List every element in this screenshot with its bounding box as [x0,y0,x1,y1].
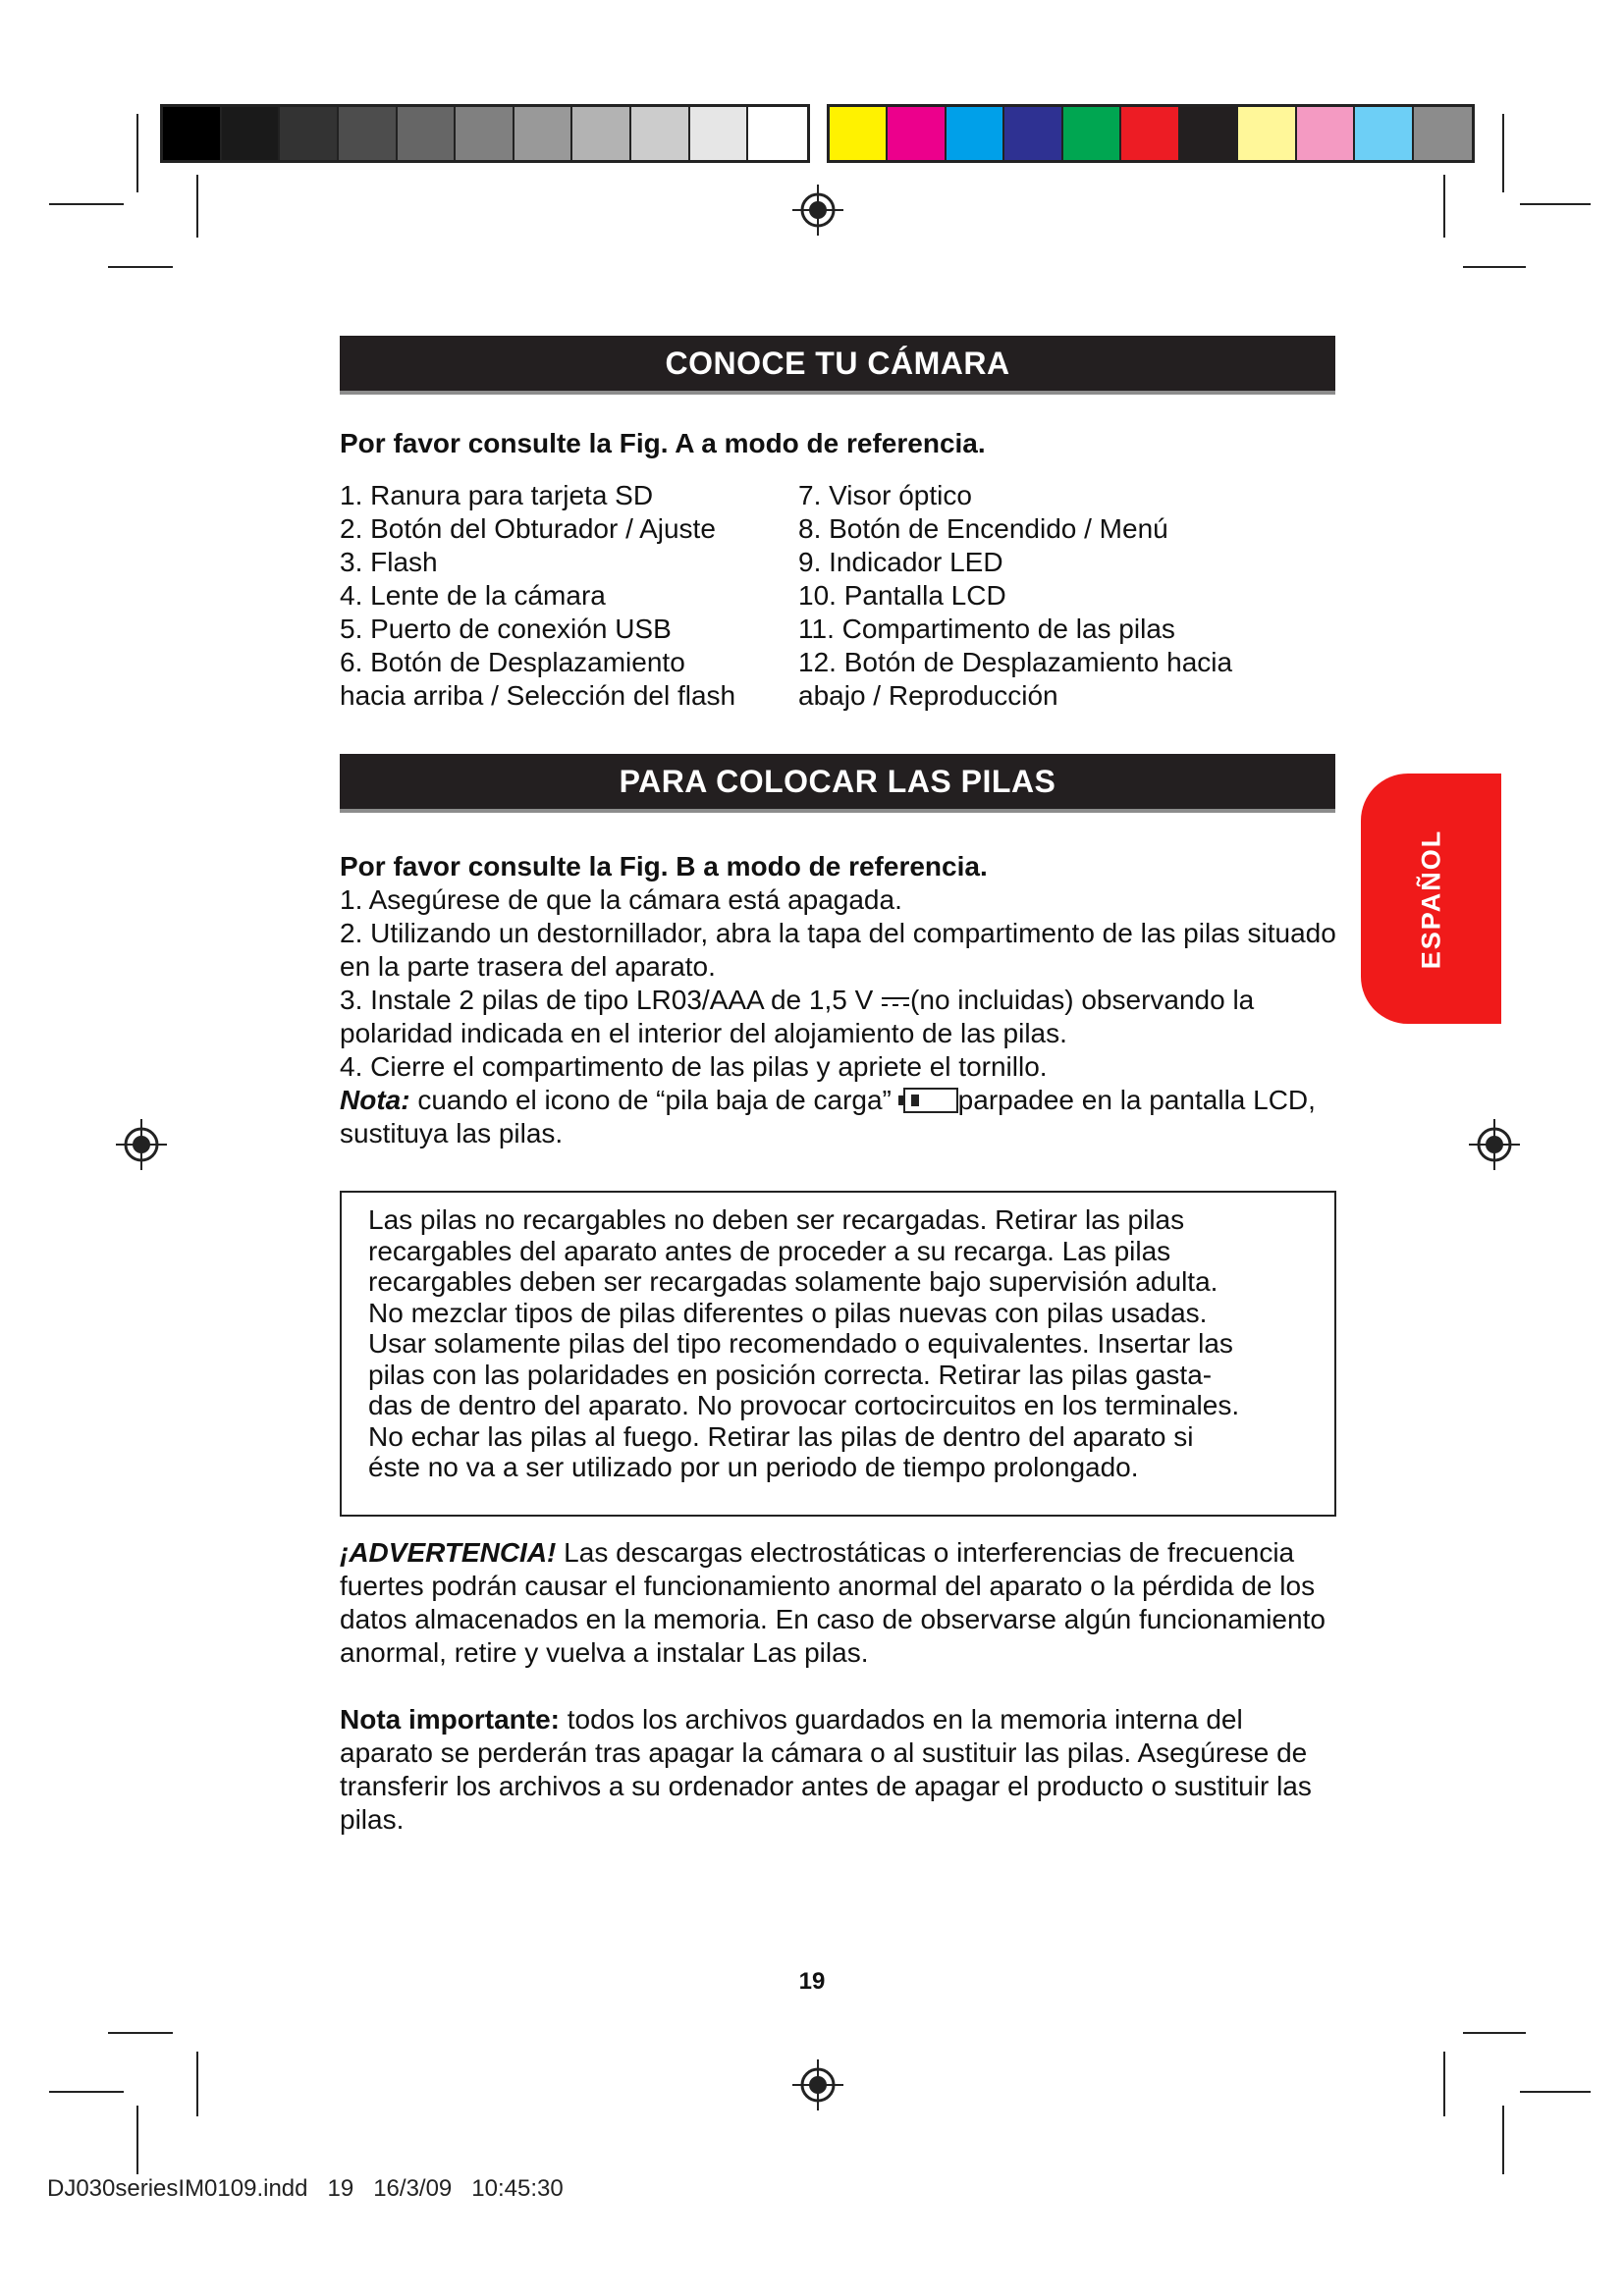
crop-mark [136,114,138,192]
low-battery-icon [903,1088,958,1113]
safety-line: No echar las pilas al fuego. Retirar las pilas de dentro del aparato si [368,1420,1194,1452]
language-tab [1361,774,1501,1024]
safety-line: No mezclar tipos de pilas diferentes o pilas nuevas con pilas usadas. [368,1297,1208,1328]
section-title-para-colocar-las-pilas: PARA COLOCAR LAS PILAS [340,754,1335,813]
list-item: 8. Botón de Encendido / Menú [798,513,1168,544]
safety-line: pilas con las polaridades en posición correcta. Retirar las pilas gasta- [368,1359,1213,1390]
registration-mark-icon [792,2059,843,2110]
slug-filename: DJ030seriesIM0109.indd [47,2175,308,2202]
crop-mark [1463,266,1526,268]
calibration-swatch [1414,107,1472,160]
calibration-swatch [631,107,690,160]
step-4: 4. Cierre el compartimento de las pilas y apriete el tornillo. [340,1051,1048,1082]
parts-list-left [340,479,735,713]
calibration-swatch [1297,107,1355,160]
crop-mark [49,203,124,205]
crop-mark [49,2091,124,2093]
list-item: 9. Indicador LED [798,547,1003,577]
crop-mark [196,2052,198,2116]
safety-line: das de dentro del aparato. No provocar cortocircuitos en los terminales. [368,1390,1240,1420]
advertencia-paragraph [340,1536,1341,1670]
safety-line: Las pilas no recargables no deben ser recargadas. Retirar las pilas [368,1204,1185,1235]
calibration-swatch [339,107,398,160]
safety-line: recargables deben ser recargadas solamente bajo supervisión adulta. [368,1266,1218,1297]
calibration-swatch [1063,107,1121,160]
calibration-swatch [398,107,457,160]
nota-importante-label: Nota importante: [340,1704,560,1735]
crop-mark [136,2106,138,2174]
safety-line: recargables del aparato antes de proceder a su recarga. Las pilas [368,1235,1171,1266]
slug-date: 16/3/09 [373,2175,453,2202]
language-tab-label: ESPAÑOL [1416,828,1445,969]
reference-fig-b: Por favor consulte la Fig. B a modo de referencia. [340,851,988,881]
crop-mark [1520,2091,1591,2093]
list-item: 6. Botón de Desplazamiento [340,647,685,677]
registration-mark-icon [792,185,843,236]
parts-list-right [798,479,1232,713]
crop-mark [1520,203,1591,205]
calibration-swatch [456,107,514,160]
list-item: 10. Pantalla LCD [798,580,1006,611]
crop-mark [1443,2052,1445,2116]
nota-importante-text: todos los archivos guardados en la memoria interna del aparato se perderán tras apagar la cámara o al sustituir las pilas. Asegúrese de transferir los archivos a su ordenador antes de apagar el producto o sustituir las pilas. [340,1704,1312,1835]
calibration-swatch [1355,107,1413,160]
calibration-swatch [1238,107,1296,160]
section-title-conoce-tu-camara: CONOCE TU CÁMARA [340,336,1335,395]
list-item: 5. Puerto de conexión USB [340,614,672,644]
reference-fig-a: Por favor consulte la Fig. A a modo de referencia. [340,428,986,458]
calibration-swatch [1004,107,1062,160]
crop-mark [1463,2032,1526,2034]
calibration-swatch [280,107,339,160]
registration-mark-icon [116,1119,167,1170]
crop-mark [108,266,173,268]
crop-mark [196,175,198,238]
nota-importante-paragraph [340,1703,1341,1837]
list-item: 1. Ranura para tarjeta SD [340,480,654,510]
list-item: abajo / Reproducción [798,680,1058,711]
color-calibration-bar [827,104,1475,163]
advertencia-text: Las descargas electrostáticas o interferencias de frecuencia fuertes podrán causar el funcionamiento anormal del aparato o la pérdida de los datos almacenados en la memoria. En caso de observarse algún funcionamiento anormal, retire y vuelva a instalar Las pilas. [340,1537,1326,1668]
calibration-swatch [830,107,888,160]
list-item: 11. Compartimento de las pilas [798,614,1175,644]
list-item: 2. Botón del Obturador / Ajuste [340,513,716,544]
page-number: 19 [798,1968,826,1995]
battery-safety-box [340,1191,1336,1517]
grayscale-calibration-bar [160,104,810,163]
calibration-swatch [888,107,946,160]
calibration-swatch [690,107,749,160]
calibration-swatch [748,107,807,160]
step-1: 1. Asegúrese de que la cámara está apagada. [340,884,902,915]
step-2: 2. Utilizando un destornillador, abra la tapa del compartimento de las pilas situado en la parte trasera del aparato. [340,918,1336,982]
calibration-swatch [1180,107,1238,160]
list-item: 7. Visor óptico [798,480,972,510]
calibration-swatch [572,107,631,160]
slug-time: 10:45:30 [471,2175,564,2202]
list-item: 3. Flash [340,547,438,577]
crop-mark [1443,175,1445,238]
calibration-swatch [947,107,1004,160]
list-item: 12. Botón de Desplazamiento hacia [798,647,1233,677]
battery-instructions [340,850,1341,1150]
calibration-swatch [222,107,281,160]
crop-mark [1502,2106,1504,2174]
step-3: 3. Instale 2 pilas de tipo LR03/AAA de 1,5 V (no incluidas) observando la polaridad indicada en el interior del alojamiento de las pilas. [340,985,1255,1048]
crop-mark [108,2032,173,2034]
slug-page: 19 [327,2175,354,2202]
calibration-swatch [1121,107,1179,160]
note-label: Nota: [340,1085,410,1115]
list-item: hacia arriba / Selección del flash [340,680,736,711]
dc-symbol-icon [881,992,910,1012]
print-slug [47,2175,583,2203]
safety-line: éste no va a ser utilizado por un periodo de tiempo prolongado. [368,1452,1139,1482]
crop-mark [1502,114,1504,192]
safety-line: Usar solamente pilas del tipo recomendado o equivalentes. Insertar las [368,1328,1233,1359]
registration-mark-icon [1469,1119,1520,1170]
calibration-swatch [163,107,222,160]
advertencia-label: ¡ADVERTENCIA! [340,1537,557,1568]
calibration-swatch [514,107,573,160]
list-item: 4. Lente de la cámara [340,580,606,611]
note: Nota: cuando el icono de “pila baja de carga” parpadee en la pantalla LCD, sustituya las pilas. [340,1085,1316,1148]
